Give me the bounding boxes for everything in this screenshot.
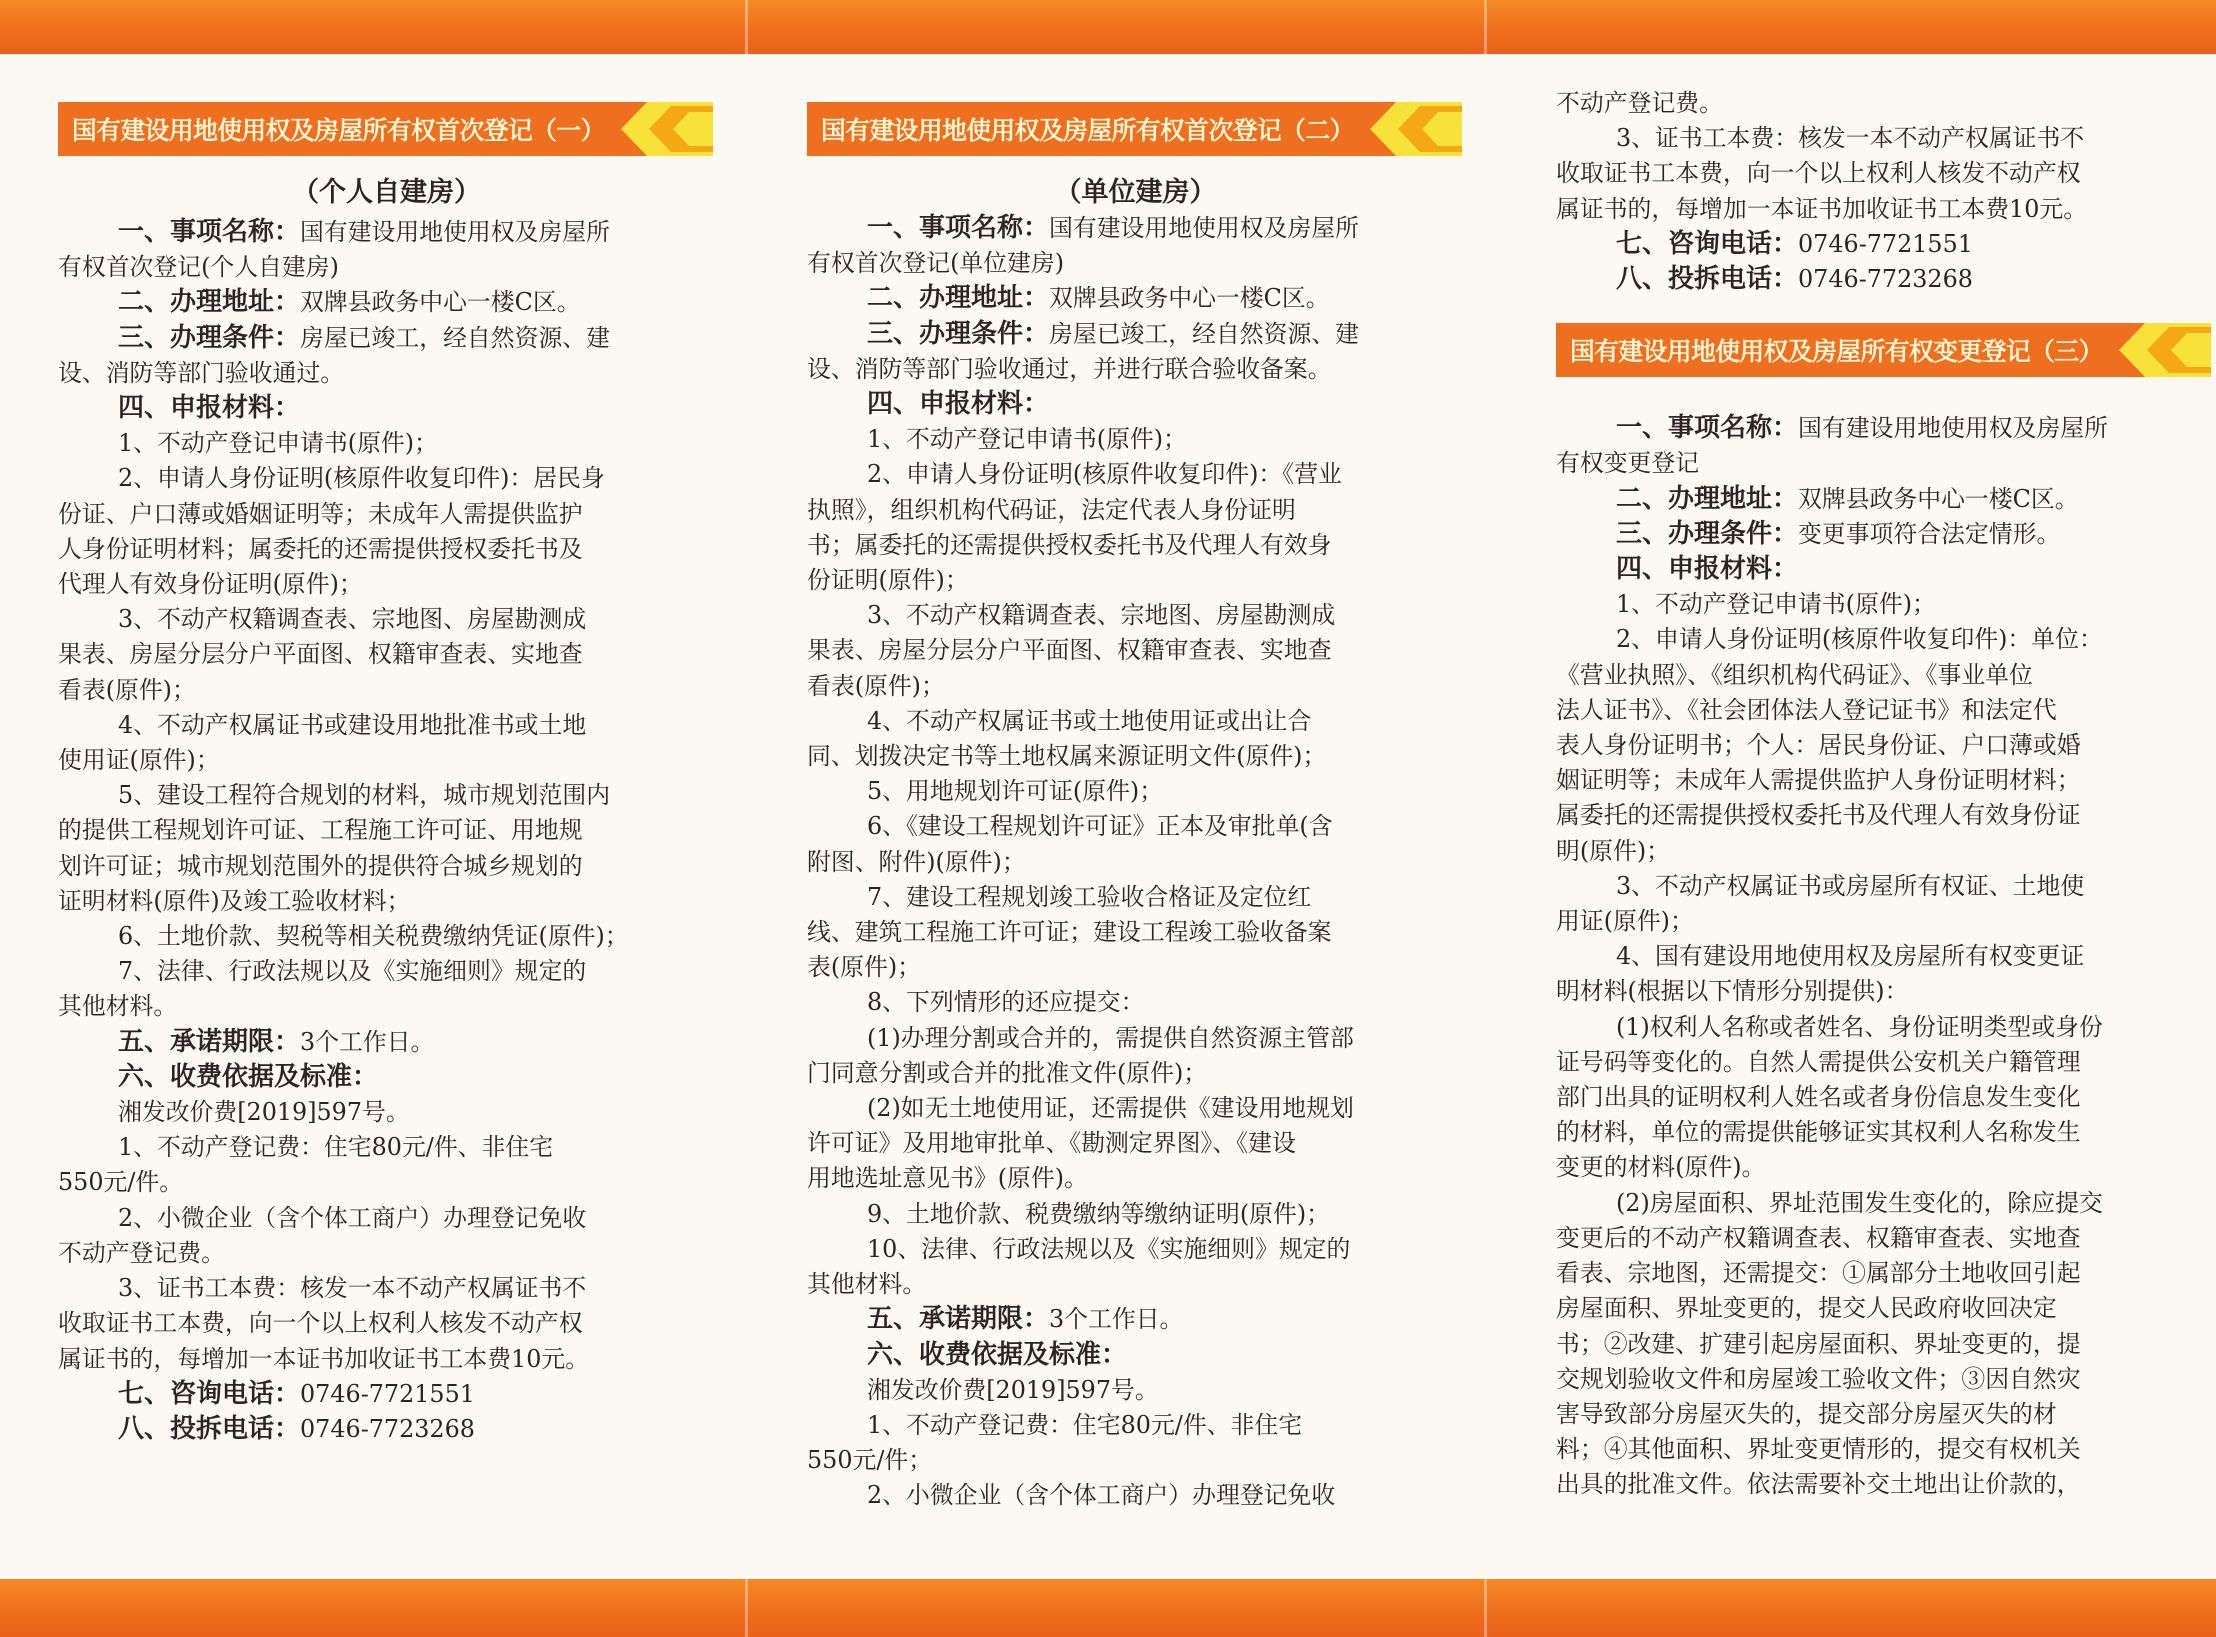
- text-line: [58, 567, 715, 602]
- section-heading: 四、申报材料：: [1616, 554, 1799, 585]
- text-line: [1556, 156, 2212, 191]
- line-text: 姻证明等；未成年人需提供监护人身份证明材料；: [1556, 766, 2081, 795]
- text-line: [58, 708, 715, 743]
- text-line: [807, 985, 1464, 1020]
- line-text: 7、建设工程规划竣工验收合格证及定位红: [867, 882, 1312, 911]
- text-line: [1556, 552, 2212, 587]
- line-text: 法人证书》、《社会团体法人登记证书》和法定代: [1556, 695, 2057, 724]
- panel-body: [58, 215, 715, 1447]
- text-line: [1556, 1362, 2212, 1397]
- text-line: [807, 669, 1464, 704]
- line-text: 1、不动产登记申请书(原件)；: [1616, 590, 1936, 619]
- text-line: [1556, 728, 2212, 763]
- text-line: [58, 1060, 715, 1095]
- line-text: 其他材料。: [807, 1270, 927, 1299]
- line-text: 0746-7723268: [300, 1414, 475, 1443]
- section-heading: 三、办理条件：: [867, 318, 1050, 349]
- text-line: [1556, 974, 2212, 1009]
- text-line: [1556, 869, 2212, 904]
- line-text: 房屋面积、界址变更的，提交人民政府收回决定: [1556, 1294, 2057, 1323]
- text-line: [58, 497, 715, 532]
- text-line: [58, 778, 715, 813]
- line-text: 料；④其他面积、界址变更情形的，提交有权机关: [1556, 1435, 2081, 1464]
- section-heading: 二、办理地址：: [118, 287, 301, 318]
- text-line: [1556, 693, 2212, 728]
- text-line: [58, 1342, 715, 1377]
- line-text: 证号码等变化的。自然人需提供公安机关户籍管理: [1556, 1047, 2081, 1076]
- section-heading: 五、承诺期限：: [867, 1304, 1050, 1335]
- text-line: [58, 1095, 715, 1130]
- text-line: [58, 532, 715, 567]
- panel-change-registration: [1556, 54, 2212, 1579]
- line-text: 表人身份证明书；个人：居民身份证、户口薄或婚: [1556, 731, 2081, 760]
- panel-continued-text: [1556, 86, 2212, 297]
- line-text: 明(原件)；: [1556, 836, 1670, 865]
- line-text: 属证书的，每增加一本证书加收证书工本费10元。: [1556, 194, 2088, 223]
- line-text: 房屋已竣工，经自然资源、建: [1049, 319, 1359, 348]
- text-line: [807, 563, 1464, 598]
- line-text: 0746-7721551: [1798, 229, 1973, 258]
- line-text: 国有建设用地使用权及房屋所: [300, 218, 610, 246]
- text-line: [58, 391, 715, 426]
- line-text: 4、不动产权属证书或土地使用证或出让合: [867, 706, 1312, 735]
- text-line: [807, 809, 1464, 844]
- text-line: [58, 1306, 715, 1341]
- text-line: [58, 426, 715, 461]
- text-line: [1556, 834, 2212, 869]
- line-text: 双牌县政务中心一楼C区。: [1049, 284, 1330, 313]
- line-text: 《营业执照》、《组织机构代码证》、《事业单位: [1556, 660, 2033, 689]
- text-line: [807, 1056, 1464, 1091]
- text-line: [807, 457, 1464, 492]
- text-line: [58, 813, 715, 848]
- text-line: [58, 673, 715, 708]
- section-banner: [807, 102, 1462, 156]
- text-line: [1556, 1397, 2212, 1432]
- text-line: [1556, 622, 2212, 657]
- text-line: [1556, 1221, 2212, 1256]
- section-heading: 三、办理条件：: [118, 322, 301, 353]
- text-line: [807, 845, 1464, 880]
- text-line: [807, 1373, 1464, 1408]
- line-text: 1、不动产登记申请书(原件)；: [867, 425, 1187, 454]
- chevron-icon: [609, 102, 713, 156]
- line-text: 3、不动产权属证书或房屋所有权证、土地使: [1616, 871, 2085, 900]
- text-line: [807, 352, 1464, 387]
- text-line: [58, 989, 715, 1024]
- line-text: 2、申请人身份证明(核原件收复印件)：单位：: [1616, 625, 2103, 654]
- text-line: [58, 321, 715, 356]
- line-text: 9、土地价款、税费缴纳等缴纳证明(原件)；: [867, 1199, 1330, 1228]
- line-text: 房屋已竣工，经自然资源、建: [300, 323, 610, 352]
- line-text: 表(原件)；: [807, 953, 921, 982]
- fold-line: [745, 1579, 748, 1637]
- line-text: 书；属委托的还需提供授权委托书及代理人有效身: [807, 530, 1332, 559]
- line-text: 同、划拨决定书等土地权属来源证明文件(原件)；: [807, 742, 1327, 771]
- line-text: 0746-7723268: [1798, 265, 1973, 294]
- text-line: [807, 880, 1464, 915]
- line-text: 门同意分割或合并的批准文件(原件)；: [807, 1058, 1208, 1087]
- section-heading: 一、事项名称：: [1616, 413, 1799, 444]
- line-text: 2、申请人身份证明(核原件收复印件)：《营业: [867, 460, 1342, 489]
- line-text: 6、《建设工程规划许可证》正本及审批单(含: [867, 812, 1333, 841]
- banner-title: 国有建设用地使用权及房屋所有权首次登记（二）: [821, 115, 1354, 145]
- panel-first-registration-individual: [58, 54, 715, 1579]
- line-text: 6、土地价款、契税等相关税费缴纳凭证(原件)；: [118, 922, 629, 951]
- line-text: 的提供工程规划许可证、工程施工许可证、用地规: [58, 816, 583, 845]
- line-text: 双牌县政务中心一楼C区。: [1798, 484, 2079, 513]
- text-line: [1556, 658, 2212, 693]
- text-line: [1556, 121, 2212, 156]
- text-line: [58, 1025, 715, 1060]
- text-line: [1556, 517, 2212, 552]
- text-line: [1556, 1080, 2212, 1115]
- line-text: 有权首次登记(个人自建房): [58, 253, 339, 282]
- text-line: [1556, 482, 2212, 517]
- text-line: [807, 1267, 1464, 1302]
- text-line: [1556, 1045, 2212, 1080]
- text-line: [58, 285, 715, 320]
- line-text: 3、证书工本费：核发一本不动产权属证书不: [118, 1274, 587, 1303]
- line-text: (1)权利人名称或者姓名、身份证明类型或身份: [1616, 1012, 2103, 1041]
- text-line: [1556, 939, 2212, 974]
- line-text: 5、用地规划许可证(原件)；: [867, 777, 1164, 806]
- text-line: [1556, 1186, 2212, 1221]
- text-line: [1556, 1150, 2212, 1185]
- panel-body: [807, 211, 1464, 1514]
- section-heading: 三、办理条件：: [1616, 518, 1799, 549]
- line-text: 550元/件；: [807, 1446, 933, 1475]
- text-line: [58, 602, 715, 637]
- section-heading: 六、收费依据及标准：: [118, 1061, 379, 1092]
- line-text: 人身份证明材料；属委托的还需提供授权委托书及: [58, 534, 583, 563]
- fold-line: [1484, 1579, 1487, 1637]
- subtitle: （个人自建房）: [292, 177, 481, 208]
- text-line: [1556, 1432, 2212, 1467]
- text-line: [58, 884, 715, 919]
- text-line: [1556, 86, 2212, 121]
- line-text: (1)办理分割或合并的，需提供自然资源主管部: [867, 1023, 1354, 1052]
- text-line: [1556, 1291, 2212, 1326]
- line-text: 份证明(原件)；: [807, 566, 969, 595]
- line-text: 收取证书工本费，向一个以上权利人核发不动产权: [58, 1309, 583, 1338]
- text-line: [1556, 763, 2212, 798]
- line-text: 用证(原件)；: [1556, 907, 1694, 936]
- line-text: 变更的材料(原件)。: [1556, 1153, 1766, 1182]
- line-text: 4、不动产权属证书或建设用地批准书或土地: [118, 710, 587, 739]
- bottom-color-band: [0, 1579, 2216, 1637]
- section-heading: 二、办理地址：: [867, 283, 1050, 314]
- banner-title: 国有建设用地使用权及房屋所有权变更登记（三）: [1570, 336, 2103, 366]
- section-heading: 七、咨询电话：: [118, 1378, 301, 1409]
- line-text: 1、不动产登记费：住宅80元/件、非住宅: [867, 1410, 1303, 1439]
- text-line: [807, 422, 1464, 457]
- line-text: 8、下列情形的还应提交：: [867, 988, 1145, 1017]
- line-text: 1、不动产登记申请书(原件)；: [118, 429, 438, 458]
- text-line: [58, 954, 715, 989]
- text-line: [807, 704, 1464, 739]
- line-text: 2、申请人身份证明(核原件收复印件)：居民身: [118, 464, 605, 493]
- section-heading: 五、承诺期限：: [118, 1026, 301, 1057]
- line-text: 份证、户口薄或婚姻证明等；未成年人需提供监护: [58, 499, 583, 528]
- section-heading: 二、办理地址：: [1616, 483, 1799, 514]
- text-line: [807, 246, 1464, 281]
- line-text: (2)如无土地使用证，还需提供《建设用地规划: [867, 1094, 1354, 1123]
- line-text: 国有建设用地使用权及房屋所: [1798, 414, 2108, 443]
- text-line: [807, 915, 1464, 950]
- text-line: [807, 1021, 1464, 1056]
- line-text: 变更事项符合法定情形。: [1798, 519, 2061, 548]
- line-text: 不动产登记费。: [1556, 89, 1723, 117]
- line-text: 3、不动产权籍调查表、宗地图、房屋勘测成: [867, 601, 1336, 630]
- line-text: 执照》，组织机构代码证，法定代表人身份证明: [807, 495, 1296, 524]
- line-text: 许可证》及用地审批单、《勘测定界图》、《建设: [807, 1129, 1296, 1158]
- line-text: (2)房屋面积、界址范围发生变化的，除应提交: [1616, 1188, 2103, 1217]
- section-heading: 四、申报材料：: [118, 393, 301, 424]
- section-heading: 四、申报材料：: [867, 389, 1050, 420]
- section-heading: 八、投拆电话：: [1616, 264, 1799, 295]
- text-line: [807, 1161, 1464, 1196]
- line-text: 收取证书工本费，向一个以上权利人核发不动产权: [1556, 159, 2081, 188]
- text-line: [58, 1236, 715, 1271]
- line-text: 4、国有建设用地使用权及房屋所有权变更证: [1616, 942, 2085, 971]
- text-line: [807, 1478, 1464, 1513]
- text-line: [807, 1443, 1464, 1478]
- line-text: 设、消防等部门验收通过。: [58, 358, 345, 387]
- text-line: [1556, 587, 2212, 622]
- line-text: 3个工作日。: [300, 1027, 435, 1056]
- line-text: 用地选址意见书》(原件)。: [807, 1164, 1088, 1193]
- text-line: [58, 1412, 715, 1447]
- text-line: [1556, 1467, 2212, 1502]
- line-text: 7、法律、行政法规以及《实施细则》规定的: [118, 957, 587, 986]
- text-line: [807, 774, 1464, 809]
- text-line: [807, 387, 1464, 422]
- line-text: 设、消防等部门验收通过，并进行联合验收备案。: [807, 354, 1332, 383]
- text-line: [1556, 1010, 2212, 1045]
- line-text: 3、不动产权籍调查表、宗地图、房屋勘测成: [118, 605, 587, 634]
- chevron-icon: [1358, 102, 1462, 156]
- line-text: 5、建设工程符合规划的材料，城市规划范围内: [118, 781, 611, 810]
- line-text: 湘发改价费[2019]597号。: [118, 1098, 410, 1127]
- text-line: [58, 637, 715, 672]
- line-text: 2、小微企业（含个体工商户）办理登记免收: [118, 1203, 587, 1232]
- section-heading: 七、咨询电话：: [1616, 228, 1799, 259]
- text-line: [807, 1302, 1464, 1337]
- line-text: 交规划验收文件和房屋竣工验收文件；③因自然灾: [1556, 1364, 2081, 1393]
- line-text: 的材料，单位的需提供能够证实其权利人名称发生: [1556, 1118, 2081, 1147]
- line-text: 线、建筑工程施工许可证；建设工程竣工验收备案: [807, 918, 1332, 947]
- subtitle: （单位建房）: [1054, 177, 1217, 208]
- banner-title: 国有建设用地使用权及房屋所有权首次登记（一）: [72, 115, 605, 145]
- line-text: 害导致部分房屋灭失的，提交部分房屋灭失的材: [1556, 1399, 2057, 1428]
- section-heading: 六、收费依据及标准：: [867, 1339, 1128, 1370]
- line-text: 10、法律、行政法规以及《实施细则》规定的: [867, 1234, 1351, 1263]
- line-text: 看表(原件)；: [58, 675, 196, 704]
- text-line: [1556, 904, 2212, 939]
- line-text: 证明材料(原件)及竣工验收材料；: [58, 886, 411, 915]
- text-line: [58, 356, 715, 391]
- text-line: [1556, 262, 2212, 297]
- line-text: 变更后的不动产权籍调查表、权籍审查表、实地查: [1556, 1223, 2081, 1252]
- panel-body: [1556, 411, 2212, 1502]
- line-text: 其他材料。: [58, 992, 178, 1021]
- line-text: 属委托的还需提供授权委托书及代理人有效身份证: [1556, 801, 2081, 830]
- text-line: [807, 211, 1464, 246]
- text-line: [807, 1232, 1464, 1267]
- text-line: [1556, 446, 2212, 481]
- text-line: [807, 317, 1464, 352]
- line-text: 双牌县政务中心一楼C区。: [300, 288, 581, 317]
- panel-first-registration-unit: [807, 54, 1464, 1579]
- text-line: [1556, 1256, 2212, 1291]
- line-text: 2、小微企业（含个体工商户）办理登记免收: [867, 1481, 1336, 1510]
- text-line: [1556, 227, 2212, 262]
- line-text: 属证书的，每增加一本证书加收证书工本费10元。: [58, 1344, 590, 1373]
- line-text: 看表(原件)；: [807, 671, 945, 700]
- line-text: 550元/件。: [58, 1168, 184, 1197]
- fold-line: [745, 0, 748, 54]
- section-banner: [58, 102, 713, 156]
- section-heading: 一、事项名称：: [118, 217, 301, 247]
- text-line: [807, 598, 1464, 633]
- line-text: 1、不动产登记费：住宅80元/件、非住宅: [118, 1133, 554, 1162]
- text-line: [1556, 1115, 2212, 1150]
- line-text: 书；②改建、扩建引起房屋面积、界址变更的，提: [1556, 1329, 2081, 1358]
- line-text: 看表、宗地图，还需提交：①属部分土地收回引起: [1556, 1259, 2081, 1288]
- text-line: [1556, 1327, 2212, 1362]
- line-text: 明材料(根据以下情形分别提供)：: [1556, 977, 1909, 1006]
- text-line: [1556, 411, 2212, 446]
- text-line: [1556, 798, 2212, 833]
- line-text: 3、证书工本费：核发一本不动产权属证书不: [1616, 124, 2085, 153]
- text-line: [58, 919, 715, 954]
- text-line: [807, 633, 1464, 668]
- line-text: 0746-7721551: [300, 1379, 475, 1408]
- text-line: [807, 1091, 1464, 1126]
- top-color-band: [0, 0, 2216, 54]
- text-line: [58, 1377, 715, 1412]
- line-text: 有权变更登记: [1556, 449, 1700, 478]
- text-line: [807, 528, 1464, 563]
- text-line: [58, 215, 715, 250]
- text-line: [58, 849, 715, 884]
- text-line: [807, 493, 1464, 528]
- fold-line: [1484, 0, 1487, 54]
- line-text: 附图、附件)(原件)；: [807, 847, 1026, 876]
- line-text: 有权首次登记(单位建房): [807, 249, 1065, 278]
- line-text: 湘发改价费[2019]597号。: [867, 1375, 1159, 1404]
- line-text: 划许可证；城市规划范围外的提供符合城乡规划的: [58, 851, 583, 880]
- chevron-icon: [2107, 323, 2211, 377]
- text-line: [58, 1165, 715, 1200]
- text-line: [1556, 192, 2212, 227]
- line-text: 代理人有效身份证明(原件)；: [58, 570, 363, 599]
- line-text: 使用证(原件)；: [58, 746, 220, 775]
- line-text: 出具的批准文件。依法需要补交土地出让价款的，: [1556, 1470, 2081, 1499]
- text-line: [807, 950, 1464, 985]
- section-heading: 八、投拆电话：: [118, 1413, 301, 1444]
- text-line: [58, 743, 715, 778]
- line-text: 3个工作日。: [1049, 1305, 1184, 1334]
- section-banner: [1556, 323, 2211, 377]
- line-text: 国有建设用地使用权及房屋所: [1049, 214, 1359, 242]
- text-line: [807, 1197, 1464, 1232]
- text-line: [807, 1126, 1464, 1161]
- text-line: [58, 461, 715, 496]
- text-line: [807, 281, 1464, 316]
- text-line: [807, 1338, 1464, 1373]
- text-line: [58, 250, 715, 285]
- section-heading: 一、事项名称：: [867, 213, 1050, 243]
- text-line: [58, 1201, 715, 1236]
- line-text: 部门出具的证明权利人姓名或者身份信息发生变化: [1556, 1083, 2081, 1112]
- text-line: [58, 1271, 715, 1306]
- text-line: [58, 1130, 715, 1165]
- line-text: 果表、房屋分层分户平面图、权籍审查表、实地查: [807, 636, 1332, 665]
- text-line: [807, 1408, 1464, 1443]
- line-text: 不动产登记费。: [58, 1238, 225, 1267]
- line-text: 果表、房屋分层分户平面图、权籍审查表、实地查: [58, 640, 583, 669]
- text-line: [807, 739, 1464, 774]
